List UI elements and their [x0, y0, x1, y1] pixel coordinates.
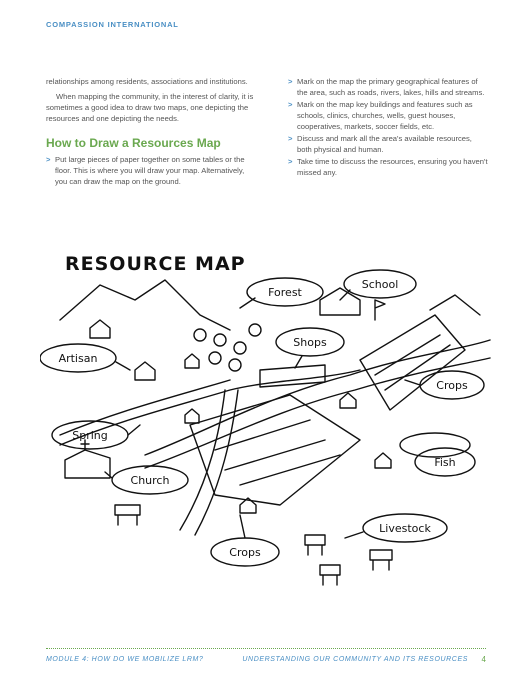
house	[340, 393, 356, 408]
section-title: How to Draw a Resources Map	[46, 136, 221, 150]
livestock-cow	[320, 565, 340, 585]
chevron-right-icon: >	[46, 155, 51, 164]
map-label-school: School	[361, 278, 399, 291]
right-column	[288, 76, 488, 179]
chevron-right-icon: >	[288, 134, 293, 143]
house	[375, 453, 391, 468]
road-branch-edge	[195, 390, 238, 535]
chevron-right-icon: >	[288, 157, 293, 166]
resource-map-drawing	[40, 240, 500, 610]
map-label-crops-right: Crops	[436, 379, 468, 392]
footer-module: MODULE 4: HOW DO WE MOBILIZE LRM?	[46, 656, 204, 663]
bullet-text: Put large pieces of paper together on some tables or the floor. This is where you will draw your map. Alternatively, you can draw the map on the ground.	[55, 155, 245, 186]
school-flag	[375, 300, 385, 320]
bullet-item	[288, 76, 488, 98]
org-header: COMPASSION INTERNATIONAL	[46, 20, 179, 29]
footer-divider	[46, 648, 486, 649]
bullet-item	[46, 154, 256, 187]
house	[90, 320, 110, 338]
map-label-fish: Fish	[434, 456, 456, 469]
page-number: 4	[481, 655, 486, 664]
school-building	[320, 288, 360, 315]
bullet-item	[288, 133, 488, 155]
livestock-cow	[370, 550, 392, 570]
fish-pond	[400, 433, 470, 457]
hill-right	[430, 295, 480, 315]
house	[135, 362, 155, 380]
map-title: RESOURCE MAP	[65, 253, 246, 275]
bullet-text: Mark on the map the primary geographical features of the area, such as roads, rivers, lakes, hills and streams.	[297, 77, 485, 97]
bullet-item	[288, 156, 488, 178]
bullet-item	[288, 99, 488, 132]
road-edge	[60, 380, 230, 435]
bullet-text: Discuss and mark all the area's available resources, both physical and human.	[297, 134, 472, 154]
map-label-livestock: Livestock	[379, 522, 431, 535]
chevron-right-icon: >	[288, 100, 293, 109]
paragraph-2: When mapping the community, in the interest of clarity, it is sometimes a good idea to draw two maps, one depicting the resources and one depicting the needs.	[46, 92, 254, 123]
resource-map	[40, 240, 500, 610]
livestock-cow	[115, 505, 140, 525]
bullet-text: Take time to discuss the resources, ensuring you haven't missed any.	[297, 157, 488, 177]
paragraph-1: relationships among residents, associations and institutions.	[46, 77, 248, 86]
map-label-church: Church	[130, 474, 170, 487]
left-column	[46, 76, 256, 188]
map-label-forest: Forest	[268, 286, 302, 299]
chevron-right-icon: >	[288, 77, 293, 86]
house	[185, 354, 199, 368]
map-label-artisan: Artisan	[58, 352, 98, 365]
livestock-cow	[305, 535, 325, 555]
map-label-spring: Spring	[72, 429, 108, 442]
hills	[60, 280, 230, 330]
bullet-text: Mark on the map key buildings and features such as schools, clinics, churches, wells, guest houses, cooperatives, markets, soccer fields, etc.	[297, 100, 473, 131]
crop-field-right	[360, 315, 465, 410]
house	[185, 409, 199, 423]
church-building	[65, 450, 110, 478]
map-label-crops-bottom: Crops	[229, 546, 261, 559]
footer-section: UNDERSTANDING OUR COMMUNITY AND ITS RESOURCES	[242, 656, 468, 663]
map-label-shops: Shops	[293, 336, 327, 349]
